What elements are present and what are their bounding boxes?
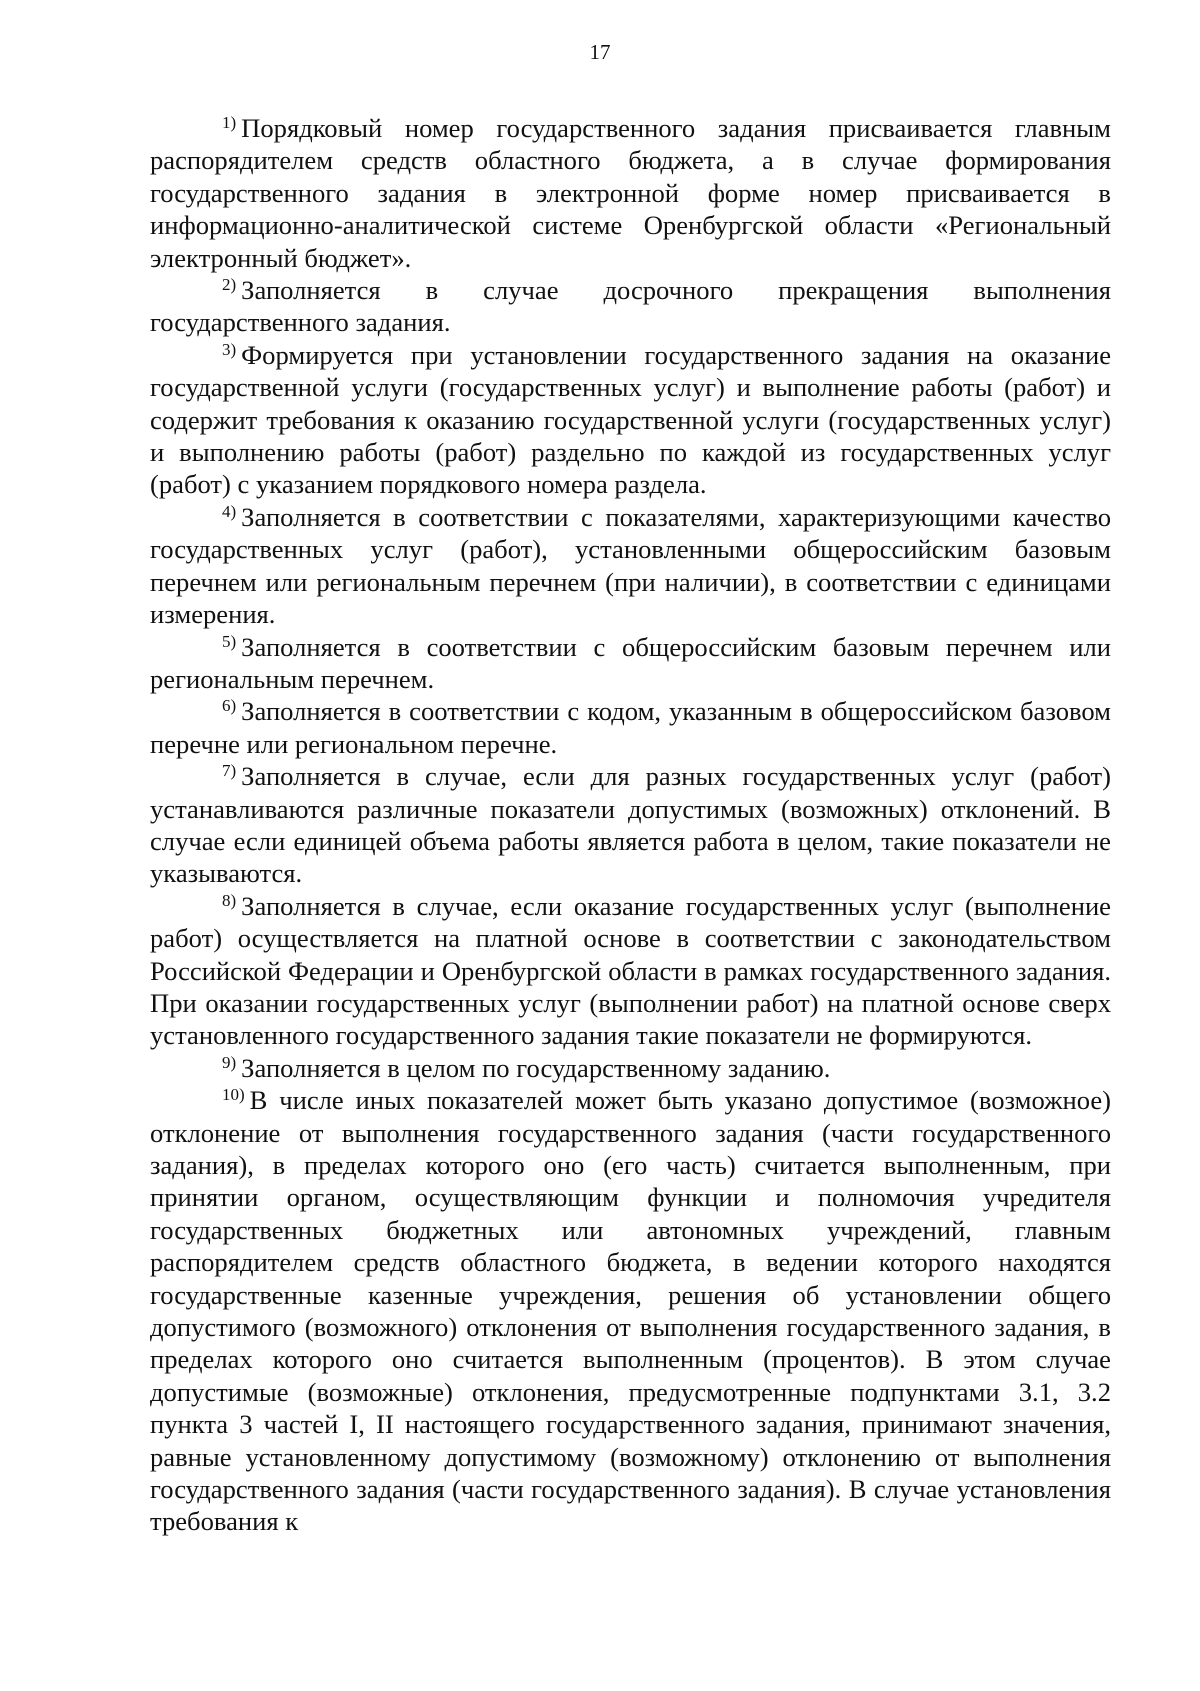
footnote-text: Заполняется в соответствии с общероссийским базовым перечнем или региональным перечнем. <box>150 631 1111 694</box>
footnote-6 <box>150 695 1111 760</box>
footnotes-list <box>150 112 1111 1538</box>
footnote-text: Заполняется в соответствии с кодом, указанным в общероссийском базовом перечне или региональном перечне. <box>150 696 1111 759</box>
footnote-text: В числе иных показателей может быть указано допустимое (возможное) отклонение от выполнения государственного задания (части государственного задания), в пределах которого оно (его часть) считается выполненным, при принятии органом, осуществляющим функции и полномочия учредителя государственных бюджетных или автономных учреждений, главным распорядителем средств областного бюджета, в ведении которого находятся государственные казенные учреждения, решения об установлении общего допустимого (возможного) отклонения от выполнения государственного задания, в пределах которого оно считается выполненным (процентов). В этом случае допустимые (возможные) отклонения, предусмотренные подпунктами 3.1, 3.2 пункта 3 частей I, II настоящего государственного задания, принимают значения, равные установленному допустимому (возможному) отклонению от выполнения государственного задания (части государственного задания). В случае установления требования к <box>150 1085 1111 1537</box>
footnote-marker: 5) <box>222 631 237 651</box>
footnote-text: Заполняется в случае досрочного прекращения выполнения государственного задания. <box>150 275 1111 338</box>
footnote-9 <box>150 1052 1111 1084</box>
footnote-text: Порядковый номер государственного задания присваивается главным распорядителем средств областного бюджета, а в случае формирования государственного задания в электронной форме номер присваивается в информационно-аналитической системе Оренбургской области «Региональный электронный бюджет». <box>150 113 1111 273</box>
footnote-marker: 6) <box>222 696 237 716</box>
footnote-2 <box>150 274 1111 339</box>
footnote-text: Формируется при установлении государственного задания на оказание государственной услуги (государственных услуг) и выполнение работы (работ) и содержит требования к оказанию государственной услуги (государственных услуг) и выполнению работы (работ) раздельно по каждой из государственных услуг (работ) с указанием порядкового номера раздела. <box>150 339 1111 500</box>
footnote-marker: 7) <box>222 761 237 781</box>
footnote-7 <box>150 760 1111 890</box>
footnote-marker: 10) <box>222 1085 245 1105</box>
footnote-1 <box>150 112 1111 274</box>
footnote-5 <box>150 631 1111 696</box>
footnote-marker: 8) <box>222 890 237 910</box>
footnote-text: Заполняется в соответствии с показателями, характеризующими качество государственных услуг (работ), установленными общероссийским базовым перечнем или региональным перечнем (при наличии), в соответствии с единицами измерения. <box>150 501 1111 630</box>
footnote-text: Заполняется в целом по государственному заданию. <box>241 1052 831 1083</box>
footnote-8 <box>150 890 1111 1052</box>
footnote-marker: 2) <box>222 275 237 295</box>
footnote-3 <box>150 339 1111 501</box>
footnote-marker: 4) <box>222 501 237 521</box>
footnote-text: Заполняется в случае, если оказание государственных услуг (выполнение работ) осуществляется на платной основе в соответствии с законодательством Российской Федерации и Оренбургской области в рамках государственного задания. При оказании государственных услуг (выполнении работ) на платной основе сверх установленного государственного задания такие показатели не формируются. <box>150 890 1111 1051</box>
footnote-marker: 9) <box>222 1052 237 1072</box>
footnote-marker: 1) <box>222 113 237 132</box>
footnote-4 <box>150 501 1111 631</box>
footnote-10 <box>150 1084 1111 1538</box>
footnote-marker: 3) <box>222 339 237 359</box>
page-number: 17 <box>589 40 611 64</box>
footnote-text: Заполняется в случае, если для разных государственных услуг (работ) устанавливаются различные показатели допустимых (возможных) отклонений. В случае если единицей объема работы является работа в целом, такие показатели не указываются. <box>150 761 1111 889</box>
